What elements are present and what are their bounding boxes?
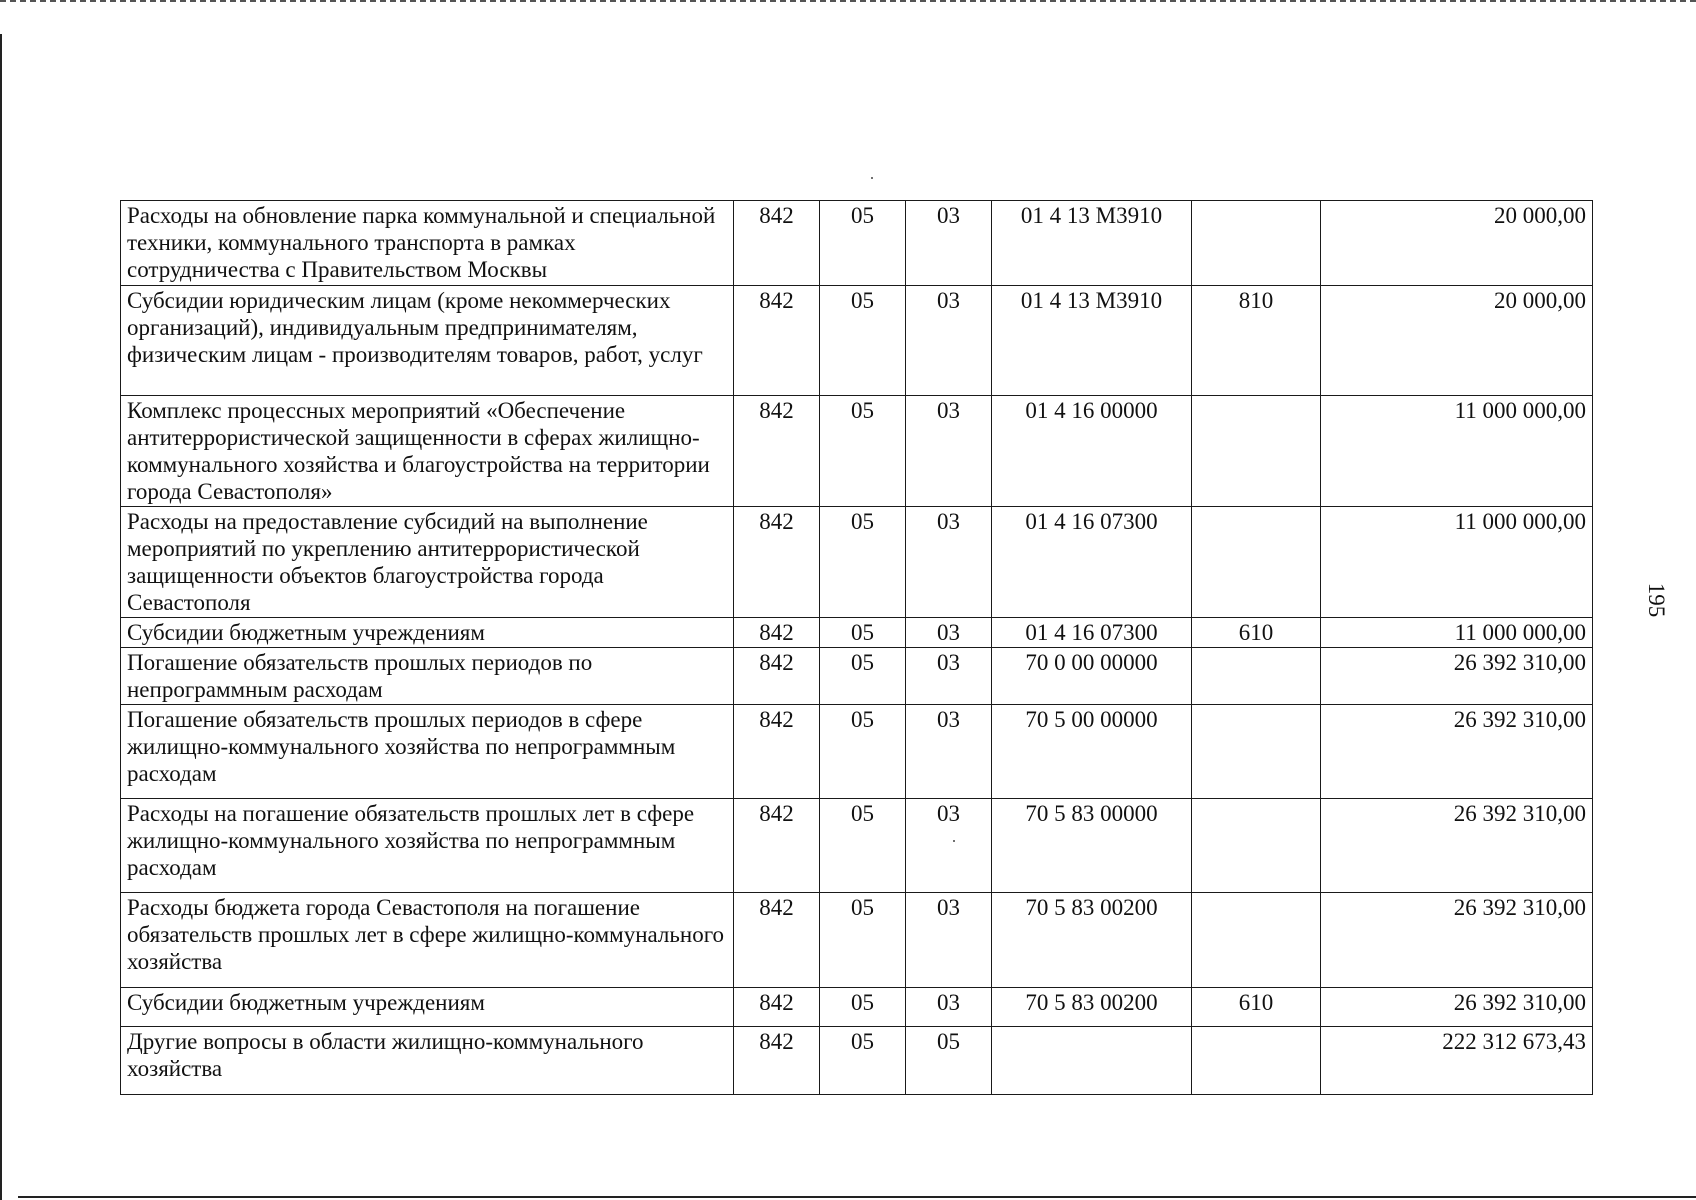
row-ved: 842 bbox=[734, 507, 820, 618]
row-rz: 05 bbox=[820, 1027, 906, 1095]
row-name: Субсидии бюджетным учреждениям bbox=[121, 988, 734, 1027]
row-pr: 03 bbox=[906, 507, 992, 618]
table-row bbox=[121, 286, 1593, 396]
table-row bbox=[121, 799, 1593, 893]
table-row bbox=[121, 201, 1593, 286]
row-rz: 05 bbox=[820, 893, 906, 988]
row-rz: 05 bbox=[820, 396, 906, 507]
row-pr: 03 bbox=[906, 893, 992, 988]
scan-edge-left bbox=[0, 34, 2, 1200]
page-number: 195 bbox=[1644, 582, 1669, 618]
row-vr bbox=[1192, 799, 1321, 893]
table-row bbox=[121, 988, 1593, 1027]
row-ved: 842 bbox=[734, 286, 820, 396]
row-csr: 70 5 83 00000 bbox=[992, 799, 1192, 893]
row-pr: 03 bbox=[906, 988, 992, 1027]
table-row bbox=[121, 893, 1593, 988]
scan-edge-bottom bbox=[18, 1196, 1696, 1198]
row-rz: 05 bbox=[820, 507, 906, 618]
table-row bbox=[121, 705, 1593, 799]
row-csr: 01 4 16 07300 bbox=[992, 618, 1192, 648]
table-row bbox=[121, 1027, 1593, 1095]
table-row bbox=[121, 618, 1593, 648]
row-csr: 01 4 13 M3910 bbox=[992, 286, 1192, 396]
row-ved: 842 bbox=[734, 705, 820, 799]
row-sum: 26 392 310,00 bbox=[1321, 705, 1593, 799]
row-csr: 01 4 16 00000 bbox=[992, 396, 1192, 507]
row-name: Расходы на обновление парка коммунальной и специальной техники, коммунального транспорта в рамках сотрудничества с Правительством Москвы bbox=[121, 201, 734, 286]
row-vr bbox=[1192, 396, 1321, 507]
row-rz: 05 bbox=[820, 988, 906, 1027]
row-ved: 842 bbox=[734, 618, 820, 648]
row-sum: 11 000 000,00 bbox=[1321, 507, 1593, 618]
table-row bbox=[121, 507, 1593, 618]
row-rz: 05 bbox=[820, 799, 906, 893]
row-csr: 70 5 83 00200 bbox=[992, 893, 1192, 988]
row-name: Субсидии бюджетным учреждениям bbox=[121, 618, 734, 648]
row-ved: 842 bbox=[734, 988, 820, 1027]
scan-speck bbox=[871, 177, 873, 179]
row-csr: 70 0 00 00000 bbox=[992, 648, 1192, 705]
row-sum: 26 392 310,00 bbox=[1321, 799, 1593, 893]
row-vr: 810 bbox=[1192, 286, 1321, 396]
row-rz: 05 bbox=[820, 705, 906, 799]
row-csr: 01 4 16 07300 bbox=[992, 507, 1192, 618]
table-row bbox=[121, 648, 1593, 705]
row-sum: 20 000,00 bbox=[1321, 201, 1593, 286]
row-pr: 03 bbox=[906, 201, 992, 286]
row-rz: 05 bbox=[820, 618, 906, 648]
row-vr bbox=[1192, 201, 1321, 286]
row-csr: 70 5 83 00200 bbox=[992, 988, 1192, 1027]
row-vr: 610 bbox=[1192, 618, 1321, 648]
row-csr bbox=[992, 1027, 1192, 1095]
row-pr: 03 bbox=[906, 705, 992, 799]
scan-edge-top bbox=[0, 0, 1696, 2]
row-name: Расходы на погашение обязательств прошлых лет в сфере жилищно-коммунального хозяйства по непрограммным расходам bbox=[121, 799, 734, 893]
row-vr bbox=[1192, 705, 1321, 799]
row-name: Субсидии юридическим лицам (кроме некоммерческих организаций), индивидуальным предпринимателям, физическим лицам - производителям товаров, работ, услуг bbox=[121, 286, 734, 396]
row-rz: 05 bbox=[820, 201, 906, 286]
row-pr: 03 bbox=[906, 618, 992, 648]
row-rz: 05 bbox=[820, 648, 906, 705]
row-name: Погашение обязательств прошлых периодов в сфере жилищно-коммунального хозяйства по непрограммным расходам bbox=[121, 705, 734, 799]
budget-table bbox=[120, 200, 1593, 1095]
row-name: Расходы бюджета города Севастополя на погашение обязательств прошлых лет в сфере жилищно-коммунального хозяйства bbox=[121, 893, 734, 988]
row-name: Комплекс процессных мероприятий «Обеспечение антитеррористической защищенности в сферах жилищно-коммунального хозяйства и благоустройства на территории города Севастополя» bbox=[121, 396, 734, 507]
row-ved: 842 bbox=[734, 648, 820, 705]
row-sum: 20 000,00 bbox=[1321, 286, 1593, 396]
row-ved: 842 bbox=[734, 1027, 820, 1095]
row-ved: 842 bbox=[734, 201, 820, 286]
row-sum: 222 312 673,43 bbox=[1321, 1027, 1593, 1095]
row-vr bbox=[1192, 893, 1321, 988]
row-sum: 11 000 000,00 bbox=[1321, 396, 1593, 507]
row-csr: 70 5 00 00000 bbox=[992, 705, 1192, 799]
row-pr: 03 bbox=[906, 648, 992, 705]
row-sum: 26 392 310,00 bbox=[1321, 648, 1593, 705]
row-rz: 05 bbox=[820, 286, 906, 396]
row-name: Погашение обязательств прошлых периодов по непрограммным расходам bbox=[121, 648, 734, 705]
row-pr: 03 bbox=[906, 799, 992, 893]
row-ved: 842 bbox=[734, 799, 820, 893]
row-sum: 26 392 310,00 bbox=[1321, 988, 1593, 1027]
row-sum: 11 000 000,00 bbox=[1321, 618, 1593, 648]
row-vr bbox=[1192, 648, 1321, 705]
table-row bbox=[121, 396, 1593, 507]
row-pr: 03 bbox=[906, 396, 992, 507]
row-vr: 610 bbox=[1192, 988, 1321, 1027]
row-name: Расходы на предоставление субсидий на выполнение мероприятий по укреплению антитеррористической защищенности объектов благоустройства города Севастополя bbox=[121, 507, 734, 618]
row-vr bbox=[1192, 1027, 1321, 1095]
row-csr: 01 4 13 M3910 bbox=[992, 201, 1192, 286]
row-pr: 03 bbox=[906, 286, 992, 396]
row-name: Другие вопросы в области жилищно-коммунального хозяйства bbox=[121, 1027, 734, 1095]
row-sum: 26 392 310,00 bbox=[1321, 893, 1593, 988]
row-ved: 842 bbox=[734, 893, 820, 988]
row-vr bbox=[1192, 507, 1321, 618]
row-pr: 05 bbox=[906, 1027, 992, 1095]
row-ved: 842 bbox=[734, 396, 820, 507]
